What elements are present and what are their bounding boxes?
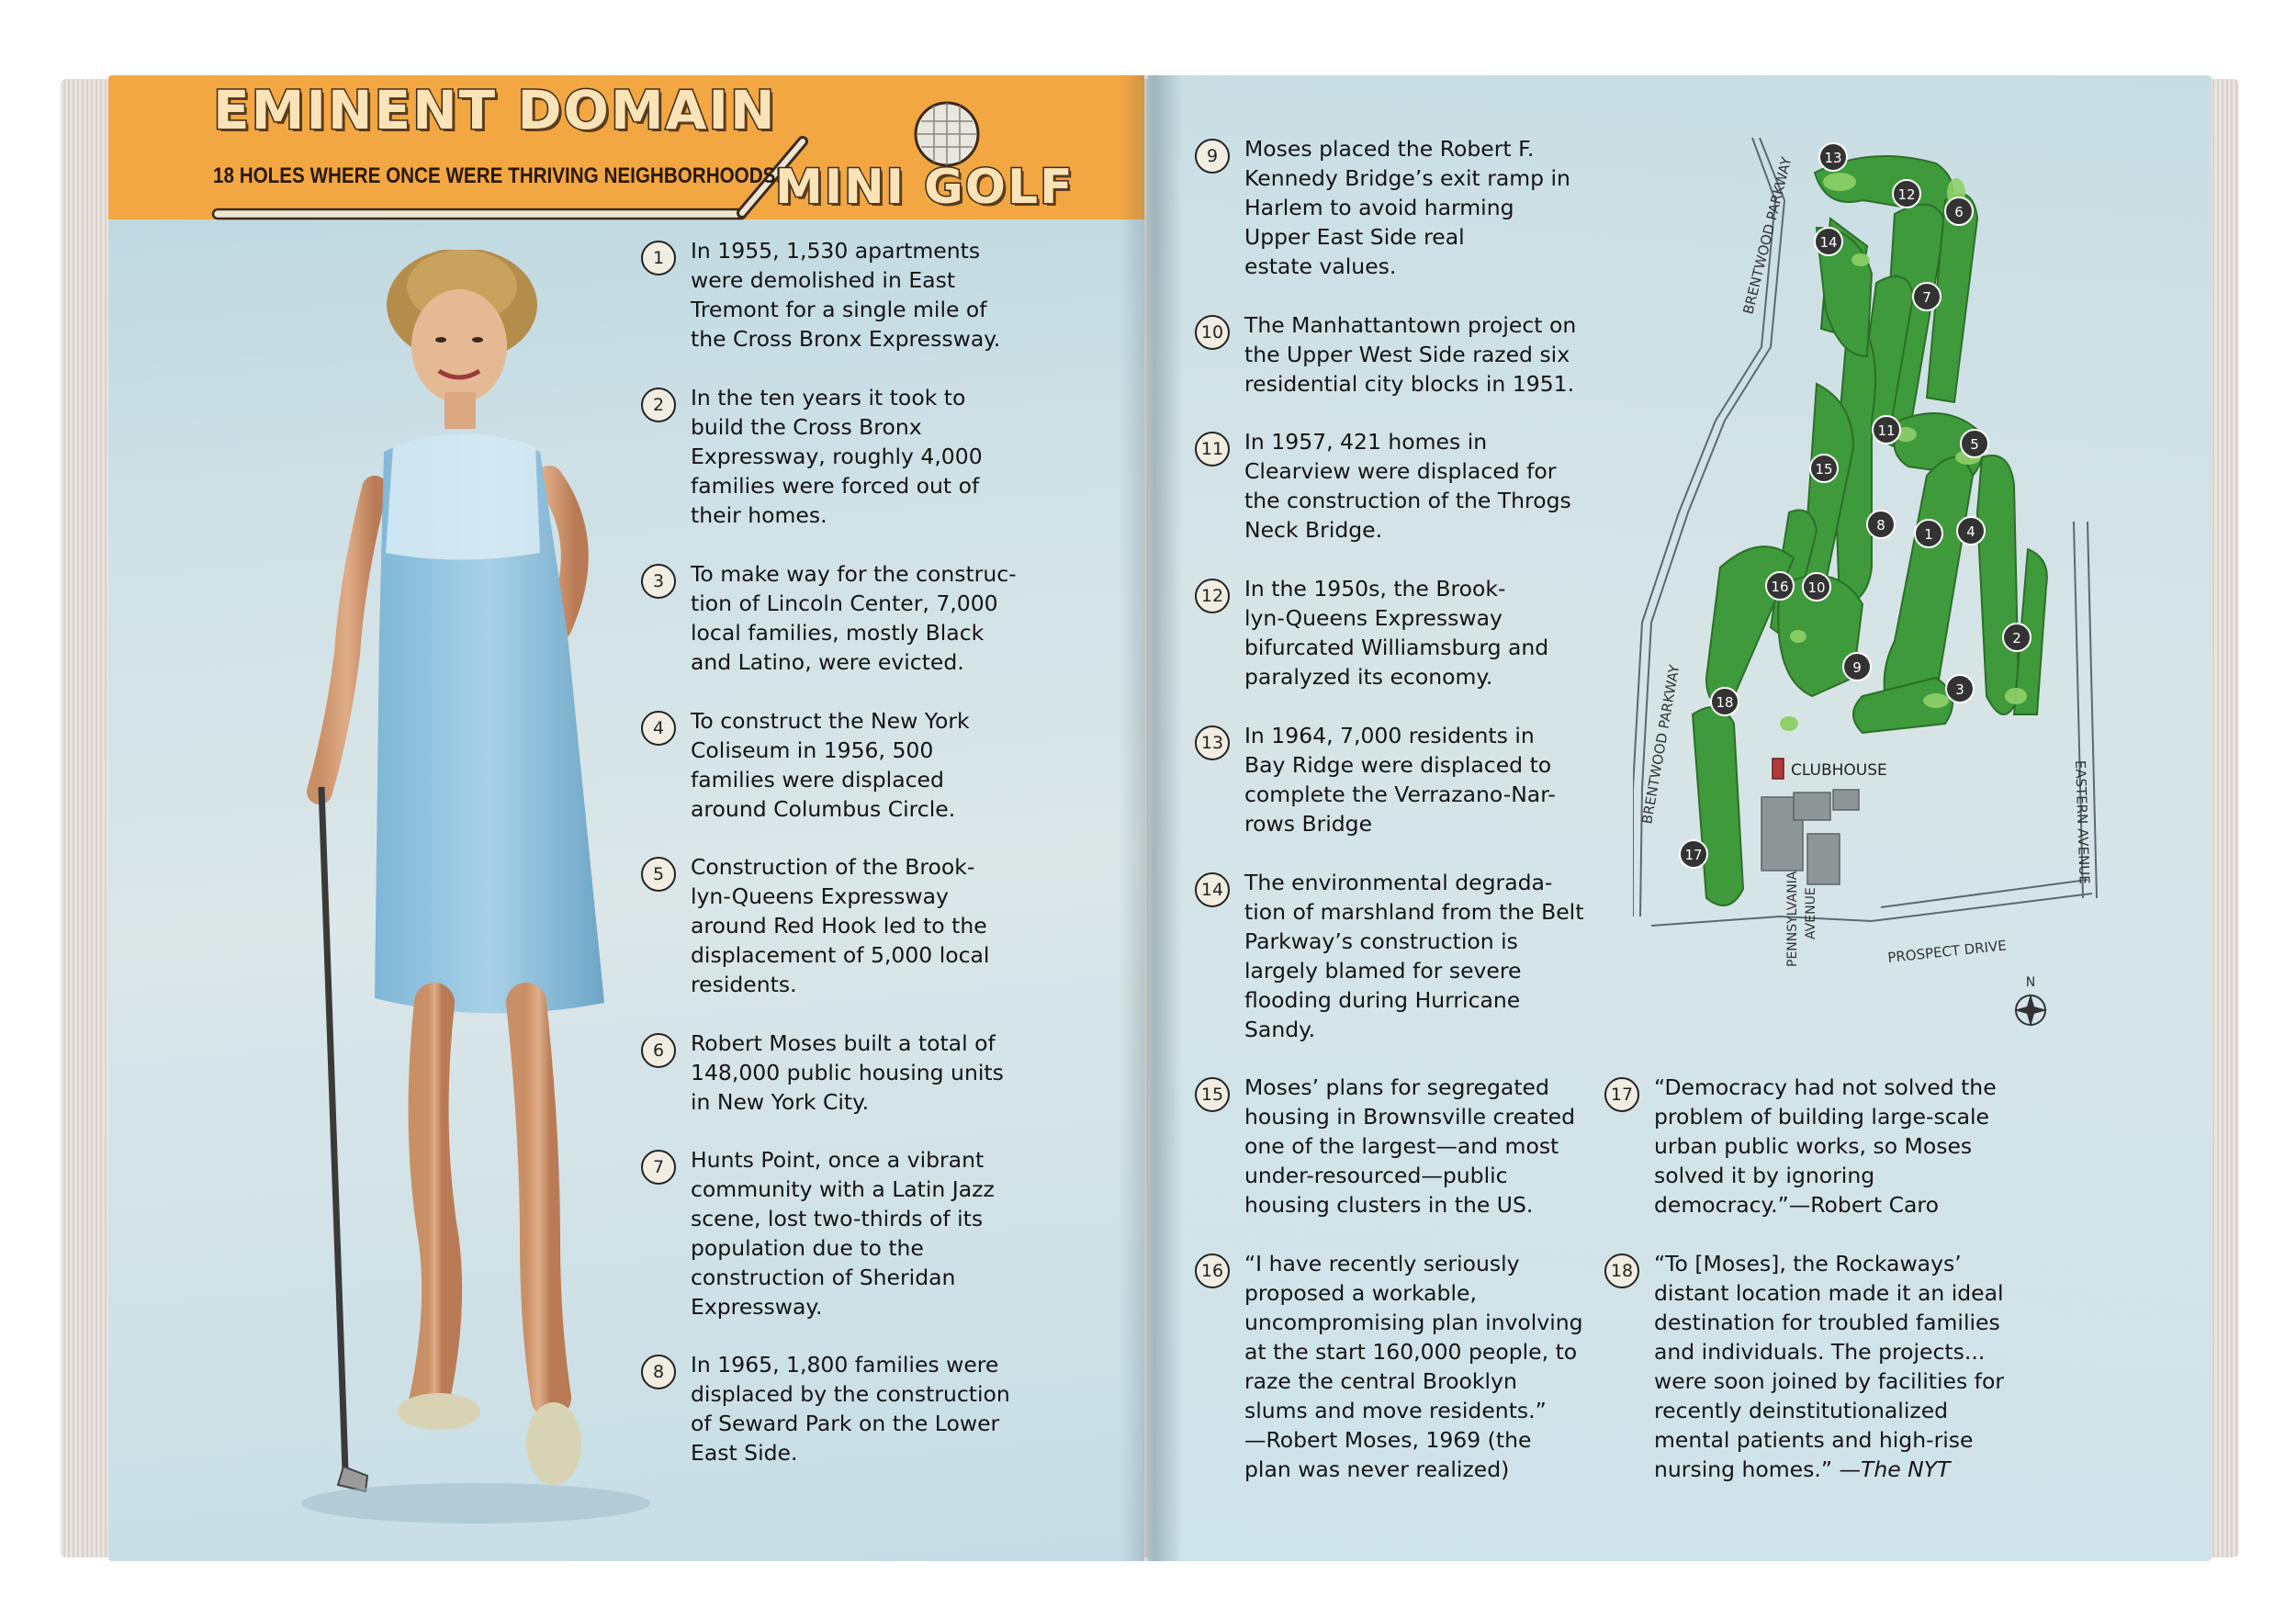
- hole-marker: [1957, 517, 1985, 545]
- compass-icon: [2014, 975, 2047, 1027]
- hole-marker: [1961, 430, 1988, 457]
- svg-text:14: 14: [1819, 234, 1838, 251]
- fact-number: 10: [1195, 315, 1230, 350]
- fact-item: [1195, 574, 1548, 691]
- hole-marker: [2003, 624, 2031, 651]
- fact-source: The NYT: [1860, 1456, 1951, 1482]
- svg-text:15: 15: [1815, 461, 1833, 478]
- hole-marker: [1945, 197, 1973, 225]
- fact-item: [1195, 1249, 1583, 1484]
- page-title: EMINENT DOMAIN: [213, 79, 777, 141]
- course-map: [1633, 127, 2110, 1054]
- fact-number: 6: [641, 1033, 676, 1068]
- fact-text: “I have recently seriously proposed a workable, uncompromising plan involving at the start 160,000 people, to raze the central Brooklyn slums and move residents.” —Robert Moses, 1969 (the plan was never realized): [1244, 1251, 1583, 1482]
- fact-item: [641, 706, 970, 824]
- fact-text: The environmental degrada- tion of marshland from the Belt Parkway’s construction is largely blamed for severe flooding during Hurricane Sandy.: [1244, 870, 1584, 1042]
- fact-item: [1604, 1249, 2004, 1484]
- fact-number: 8: [641, 1355, 676, 1389]
- svg-text:6: 6: [1954, 204, 1964, 220]
- street-label: AVENUE: [1804, 887, 1818, 939]
- svg-text:3: 3: [1955, 681, 1964, 698]
- fact-text: In 1957, 421 homes in Clearview were displaced for the construction of the Throgs Neck Bridge.: [1244, 429, 1571, 543]
- street-label: BRENTWOOD PARKWAY: [1638, 663, 1683, 826]
- fact-text: Moses’ plans for segregated housing in Brownsville created one of the largest—and most under-resourced—public housing clusters in the US.: [1244, 1074, 1576, 1218]
- svg-text:7: 7: [1922, 289, 1931, 306]
- fact-text: Robert Moses built a total of 148,000 public housing units in New York City.: [691, 1030, 1004, 1115]
- book-gutter: [1119, 75, 1183, 1561]
- hole-marker: [1946, 675, 1974, 703]
- golfer-photo: [264, 250, 669, 1561]
- fact-item: [641, 1145, 995, 1321]
- fact-item: [1195, 721, 1556, 838]
- fact-text: In the 1950s, the Brook- lyn-Queens Expressway bifurcated Williamsburg and paralyzed its economy.: [1244, 576, 1549, 690]
- fact-number: 1: [641, 241, 676, 275]
- fact-item: [641, 1350, 1010, 1467]
- fact-item: [1195, 1073, 1575, 1220]
- street-label: PENNSYLVANIA: [1785, 871, 1800, 967]
- fact-number: 16: [1195, 1254, 1230, 1288]
- fact-text: Moses placed the Robert F. Kennedy Bridge’s exit ramp in Harlem to avoid harming Upper East Side real estate values.: [1244, 136, 1570, 279]
- fact-number: 4: [641, 711, 676, 746]
- hole-marker: [1843, 653, 1871, 680]
- fact-item: [641, 559, 1017, 677]
- title-banner: [108, 75, 1144, 219]
- fact-item: [1195, 310, 1576, 399]
- clubhouse-label: CLUBHOUSE: [1791, 761, 1887, 780]
- fact-text: To make way for the construc- tion of Lincoln Center, 7,000 local families, mostly Black and Latino, were evicted.: [691, 561, 1017, 675]
- svg-text:4: 4: [1966, 523, 1975, 540]
- fact-text: Construction of the Brook- lyn-Queens Expressway around Red Hook led to the displacement of 5,000 local residents.: [691, 854, 990, 997]
- fact-text: “To [Moses], the Rockaways’ distant location made it an ideal destination for troubled families and individuals. The projects... were soon joined by facilities for recently deinstitutionalized mental patients and high-rise nursing homes.” —The NYT: [1654, 1251, 2004, 1482]
- fact-text: In 1955, 1,530 apartments were demolished in East Tremont for a single mile of the Cross Bronx Expressway.: [691, 238, 1001, 352]
- svg-text:10: 10: [1807, 579, 1826, 596]
- fact-item: [641, 1029, 1004, 1117]
- page-title-secondary: MINI GOLF: [775, 160, 1075, 215]
- fact-number: 2: [641, 388, 676, 422]
- fact-item: [641, 236, 1000, 354]
- hole-marker: [1819, 143, 1847, 171]
- street-label: EASTERN AVENUE: [2072, 759, 2093, 885]
- hole-marker: [1873, 416, 1900, 444]
- hole-marker: [1913, 283, 1941, 310]
- hole-marker: [1815, 228, 1842, 255]
- hole-marker: [1810, 455, 1838, 482]
- fact-text: The Manhattantown project on the Upper West Side razed six residential city blocks in 1951.: [1244, 312, 1577, 397]
- hole-marker: [1711, 688, 1739, 715]
- fact-item: [1195, 427, 1571, 545]
- fact-number: 3: [641, 564, 676, 599]
- fact-item: [641, 383, 983, 530]
- hole-marker: [1766, 572, 1794, 600]
- page-subtitle: 18 HOLES WHERE ONCE WERE THRIVING NEIGHBORHOODS!: [213, 163, 782, 188]
- clubhouse-icon: [1773, 759, 1784, 779]
- fact-text: “Democracy had not solved the problem of building large-scale urban public works, so Moses solved it by ignoring democracy.”—Robert Caro: [1654, 1074, 1997, 1218]
- svg-text:13: 13: [1824, 150, 1842, 166]
- svg-text:17: 17: [1684, 847, 1703, 863]
- fact-number: 11: [1195, 432, 1230, 467]
- hole-marker: [1680, 840, 1707, 868]
- fact-text: In the ten years it took to build the Cross Bronx Expressway, roughly 4,000 families were forced out of their homes.: [691, 385, 983, 528]
- hole-marker: [1893, 180, 1920, 208]
- fact-number: 9: [1195, 139, 1230, 174]
- fact-number: 18: [1604, 1254, 1639, 1288]
- fact-number: 12: [1195, 579, 1230, 613]
- fact-number: 14: [1195, 872, 1230, 907]
- fact-text: Hunts Point, once a vibrant community with a Latin Jazz scene, lost two-thirds of its population due to the construction of Sheridan Expressway.: [691, 1147, 995, 1320]
- hole-marker: [1803, 573, 1830, 601]
- left-page: [108, 75, 1144, 1561]
- fact-item: [1195, 868, 1583, 1044]
- svg-text:2: 2: [2012, 630, 2021, 646]
- fact-item: [1195, 134, 1570, 281]
- hole-marker: [1867, 511, 1895, 538]
- fact-number: 13: [1195, 725, 1230, 760]
- svg-text:16: 16: [1771, 579, 1789, 595]
- svg-text:8: 8: [1876, 517, 1885, 534]
- fact-text: In 1964, 7,000 residents in Bay Ridge were displaced to complete the Verrazano-Nar- rows Bridge: [1244, 723, 1556, 837]
- svg-text:11: 11: [1877, 422, 1896, 439]
- svg-text:12: 12: [1897, 186, 1916, 203]
- fact-number: 5: [641, 857, 676, 892]
- street-label: PROSPECT DRIVE: [1886, 937, 2008, 966]
- fact-number: 17: [1604, 1077, 1639, 1112]
- svg-text:5: 5: [1970, 436, 1979, 453]
- svg-text:18: 18: [1716, 694, 1734, 711]
- compass-label: N: [2025, 975, 2036, 990]
- fact-number: 15: [1195, 1077, 1230, 1112]
- fact-item: [1604, 1073, 1997, 1220]
- fact-number: 7: [641, 1150, 676, 1185]
- street-label: BRENTWOOD PARKWAY: [1739, 155, 1795, 316]
- svg-text:1: 1: [1924, 526, 1933, 543]
- hole-marker: [1915, 520, 1942, 547]
- fact-text: To construct the New York Coliseum in 1956, 500 families were displaced around Columbus Circle.: [691, 708, 970, 822]
- fact-item: [641, 852, 989, 999]
- fact-text: In 1965, 1,800 families were displaced by the construction of Seward Park on the Lower East Side.: [691, 1352, 1010, 1466]
- svg-text:9: 9: [1852, 659, 1862, 676]
